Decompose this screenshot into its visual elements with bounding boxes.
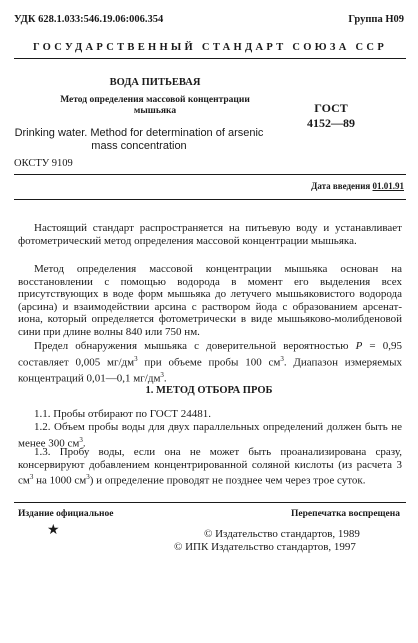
- standard-header: ГОСУДАРСТВЕННЫЙ СТАНДАРТ СОЮЗА ССР: [32, 42, 388, 53]
- intro-p1-text: Настоящий стандарт распространяется на питьевую воду и устанавливает фотометрический метод определения массовой концентрации мышьяка.: [18, 222, 402, 247]
- intro-paragraph-3: [18, 340, 402, 385]
- title-rule: [14, 174, 406, 175]
- intro-paragraph-1: [18, 222, 402, 247]
- intro-p2-text: Метод определения массовой концентрации мышьяка основан на восстановлении с помощью водорода в момент его выделения всех присутствующих в воде форм мышьяка до летучего мышьяковистого водорода (арсина) и взаимодействии арсина с раствором йода с образованием арсенат-иона, который определяется фотометрически в виде мышьяково-молибденовой сини при длине волны 840 или 750 нм.: [18, 263, 402, 338]
- clause-1-2-text: 1.2. Объем пробы воды для двух параллельных определений должен быть не менее 300 $см^3$.: [18, 421, 402, 450]
- section-1-title: 1. МЕТОД ОТБОРА ПРОБ: [145, 385, 273, 396]
- clause-1-1: [18, 408, 402, 421]
- method-title-en: Drinking water. Method for determination of arsenic mass concentration: [14, 127, 264, 152]
- group-code: Группа Н09: [348, 14, 404, 25]
- gost-designation: [296, 101, 366, 131]
- effective-date: [311, 181, 404, 191]
- date-rule: [14, 199, 406, 200]
- okstu-code: ОКСТУ 9109: [14, 158, 73, 169]
- intro-p3-text: Предел обнаружения мышьяка с доверительной вероятностью P = 0,95 составляет 0,005 $мг/дм^3$ при объеме пробы 100 $см^3$. Диапазон измеряемых концентраций 0,01—0,1 $мг/дм^3$.: [18, 340, 402, 385]
- clause-1-3-text: 1.3. Пробу воды, если она не может быть проанализирована сразу, консервируют добавлением концентрированной соляной кислоты (из расчета 3 $см^3$ на 1000 $см^3$) и определение проводят не позднее чем через трое суток.: [18, 446, 402, 487]
- intro-paragraph-2: [18, 263, 402, 339]
- official-edition-label: Издание официальное: [18, 509, 114, 519]
- star-icon: ★: [47, 523, 60, 538]
- copyright-1997: © ИПК Издательство стандартов, 1997: [174, 541, 356, 553]
- method-title-ru: Метод определения массовой концентрации мышьяка: [60, 95, 250, 116]
- date-value: 01.01.91: [372, 181, 404, 191]
- header-rule: [14, 58, 406, 59]
- udk-code: УДК 628.1.033:546.19.06:006.354: [14, 14, 164, 25]
- document-title: ВОДА ПИТЬЕВАЯ: [109, 77, 201, 88]
- gost-number: 4152—89: [307, 116, 355, 130]
- footer-rule: [14, 502, 406, 503]
- copyright-1989: © Издательство стандартов, 1989: [204, 528, 360, 540]
- clause-1-3: [18, 446, 402, 487]
- gost-label: ГОСТ: [314, 101, 348, 115]
- reprint-prohibited-label: Перепечатка воспрещена: [290, 509, 400, 519]
- date-label: Дата введения: [311, 181, 371, 191]
- clause-1-1-text: 1.1. Пробы отбирают по ГОСТ 24481.: [34, 408, 211, 420]
